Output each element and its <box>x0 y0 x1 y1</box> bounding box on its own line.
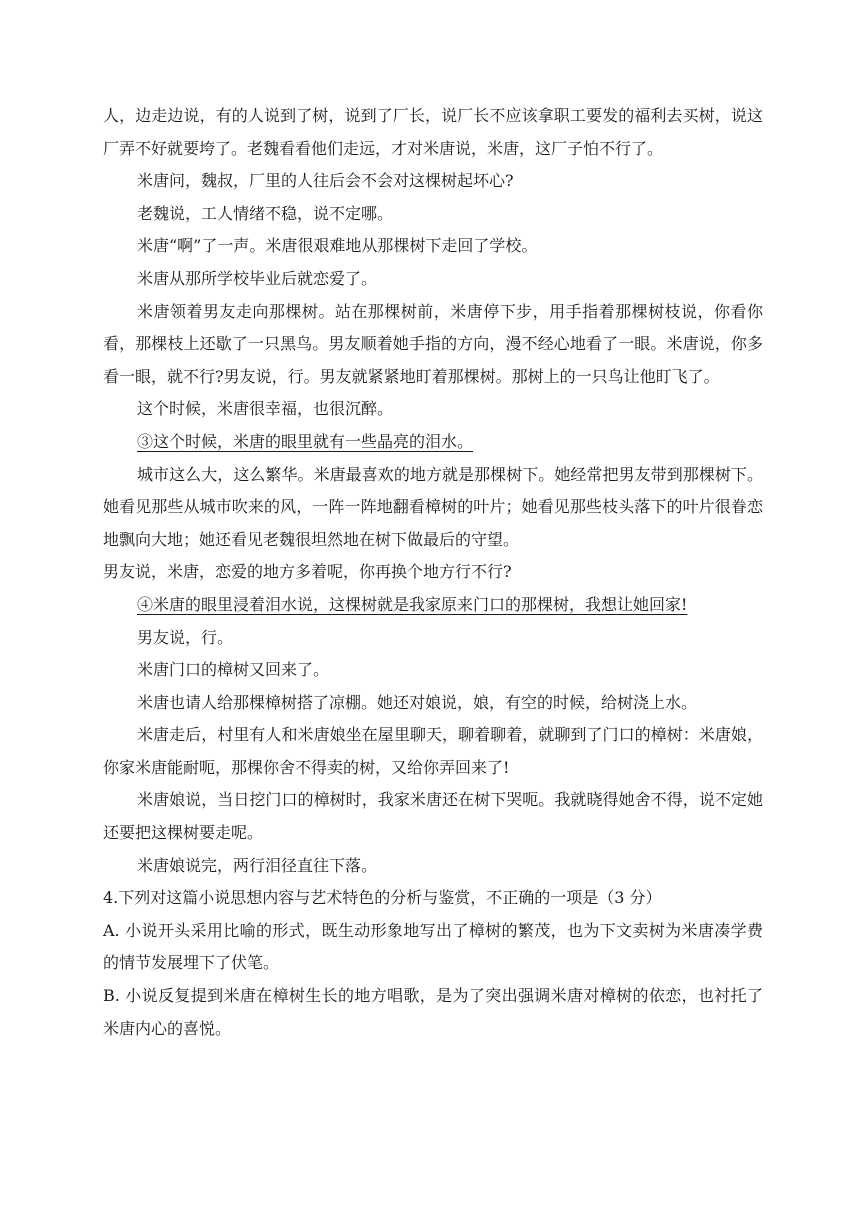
question-4-stem: 4.下列对这篇小说思想内容与艺术特色的分析与鉴赏，不正确的一项是（3 分） <box>103 888 662 908</box>
paragraph-9: 城市这么大，这么繁华。米唐最喜欢的地方就是那棵树下。她经常把男友带到那棵树下。她看见那些从城市吹来的风，一阵一阵地翻看樟树的叶片；她看见那些枝头落下的叶片很眷恋地飘向大地；她还看见老魏很坦然地在树下做最后的守望。 <box>103 464 763 549</box>
paragraph-16: 米唐娘说，当日挖门口的樟树时，我家米唐还在树下哭呃。我就晓得她舍不得，说不定她还要把这棵树要走呢。 <box>103 790 763 843</box>
document-page <box>103 100 763 1045</box>
paragraph-2: 米唐问，魏叔，厂里的人往后会不会对这棵树起坏心? <box>137 171 514 191</box>
paragraph-6: 米唐领着男友走向那棵树。站在那棵树前，米唐停下步，用手指着那棵树枝说，你看你看，那棵枝上还歇了一只黑鸟。男友顺着她手指的方向，漫不经心地看了一眼。米唐说，你多看一眼，就不行?男友说，行。男友就紧紧地盯着那棵树。那树上的一只鸟让他盯飞了。 <box>103 301 763 386</box>
paragraph-17: 米唐娘说完，两行泪径直往下落。 <box>137 855 378 875</box>
paragraph-7: 这个时候，米唐很幸福，也很沉醉。 <box>137 399 394 419</box>
paragraph-3: 老魏说，工人情绪不稳，说不定哪。 <box>137 203 394 223</box>
question-4-option-a: A. 小说开头采用比喻的形式，既生动形象地写出了樟树的繁茂，也为下文卖树为米唐凑学费的情节发展埋下了伏笔。 <box>103 920 763 973</box>
question-4-option-b: B. 小说反复提到米唐在樟树生长的地方唱歌，是为了突出强调米唐对樟树的依恋，也衬托了米唐内心的喜悦。 <box>103 986 763 1038</box>
paragraph-4: 米唐“啊”了一声。米唐很艰难地从那棵树下走回了学校。 <box>137 236 538 256</box>
paragraph-15: 米唐走后，村里有人和米唐娘坐在屋里聊天，聊着聊着，就聊到了门口的樟树：米唐娘，你家米唐能耐呃，那棵你舍不得卖的树，又给你弄回来了! <box>103 725 763 777</box>
paragraph-12: 男友说，行。 <box>137 627 234 647</box>
paragraph-1: 人，边走边说，有的人说到了树，说到了厂长，说厂长不应该拿职工要发的福利去买树，说这厂弄不好就要垮了。老魏看看他们走远，才对米唐说，米唐，这厂子怕不行了。 <box>103 106 763 158</box>
paragraph-5: 米唐从那所学校毕业后就恋爱了。 <box>137 268 378 288</box>
underlined-sentence-4: ④米唐的眼里浸着泪水说，这棵树就是我家原来门口的那棵树，我想让她回家! <box>137 594 688 614</box>
paragraph-13: 米唐门口的樟树又回来了。 <box>137 660 330 680</box>
paragraph-14: 米唐也请人给那棵樟树搭了凉棚。她还对娘说，娘，有空的时候，给树浇上水。 <box>137 692 698 712</box>
paragraph-10: 男友说，米唐，恋爱的地方多着呢，你再换个地方行不行? <box>103 562 512 582</box>
underlined-sentence-3: ③这个时候，米唐的眼里就有一些晶亮的泪水。 <box>137 431 474 451</box>
